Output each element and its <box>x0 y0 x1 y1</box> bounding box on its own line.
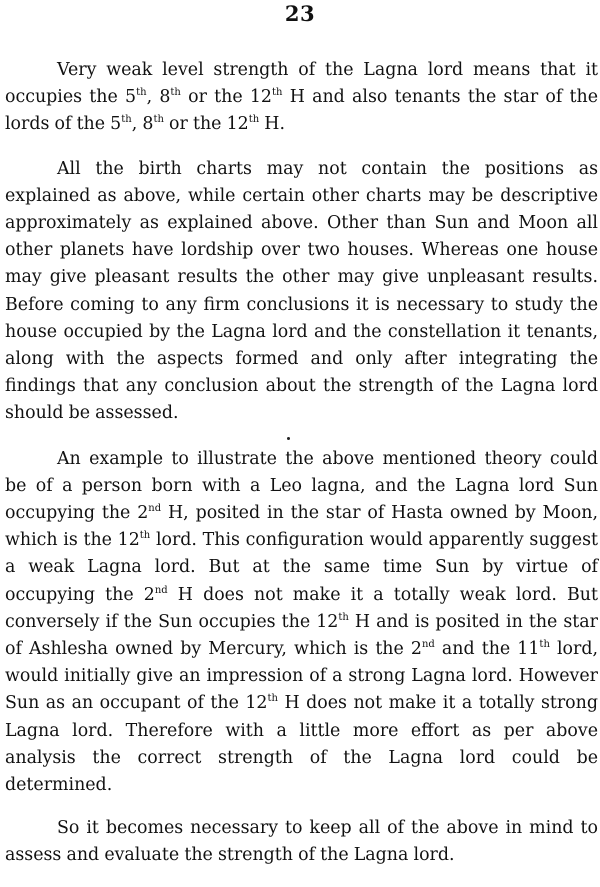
paragraph-birth-charts: All the birth charts may not contain the positions as explained as above, while certain other charts may be descriptive approximately as explained above. Other than Sun and Moon all other planets have lordship over two houses. Whereas one house may give pleasant results the other may give unpleasant results. Before coming to any firm conclusions it is necessary to study the house occupied by the Lagna lord and the constellation it tenants, along with the aspects formed and only after integrating the findings that any conclusion about the strength of the Lagna lord should be assessed. <box>5 158 598 424</box>
paragraph-conclusion: So it becomes necessary to keep all of the above in mind to assess and evaluate the strength of the Lagna lord. <box>5 818 598 866</box>
ordinal-suffix: th <box>272 87 283 99</box>
body-text <box>5 57 598 887</box>
ordinal-suffix: th <box>139 530 151 542</box>
ordinal-suffix: th <box>136 87 147 99</box>
ordinal-suffix: th <box>267 693 278 705</box>
ordinal-suffix: nd <box>148 503 162 515</box>
print-speck <box>287 437 290 440</box>
ordinal-suffix: th <box>153 114 164 126</box>
ordinal-suffix: nd <box>421 639 435 651</box>
ordinal-suffix: th <box>121 114 132 126</box>
ordinal-suffix: th <box>539 639 550 651</box>
ordinal-suffix: th <box>170 87 181 99</box>
page-number: 23 <box>284 1 316 26</box>
ordinal-suffix: nd <box>154 584 168 596</box>
ordinal-suffix: th <box>338 612 349 624</box>
paragraph-very-weak-strength: Very weak level strength of the Lagna lord means that it occupies the 5th, 8th or the 12th H and also tenants the star of the lords of the 5th, 8th or the 12th H. <box>5 60 599 135</box>
ordinal-suffix: th <box>248 114 260 126</box>
paragraph-leo-lagna-example: An example to illustrate the above mentioned theory could be of a person born with a Leo lagna, and the Lagna lord Sun occupying the 2nd H, posited in the star of Hasta owned by Moon, which is the 12th lord. This configuration would apparently suggest a weak Lagna lord. But at the same time Sun by virtue of occupying the 2nd H does not make it a totally weak lord. But conversely if the Sun occupies the 12th H and is posited in the star of Ashlesha owned by Mercury, which is the 2nd and the 11th lord, would initially give an impression of a strong Lagna lord. However Sun as an occupant of the 12th H does not make it a totally strong Lagna lord. Therefore with a little more effort as per above analysis the correct strength of the Lagna lord could be determined. <box>5 448 598 796</box>
